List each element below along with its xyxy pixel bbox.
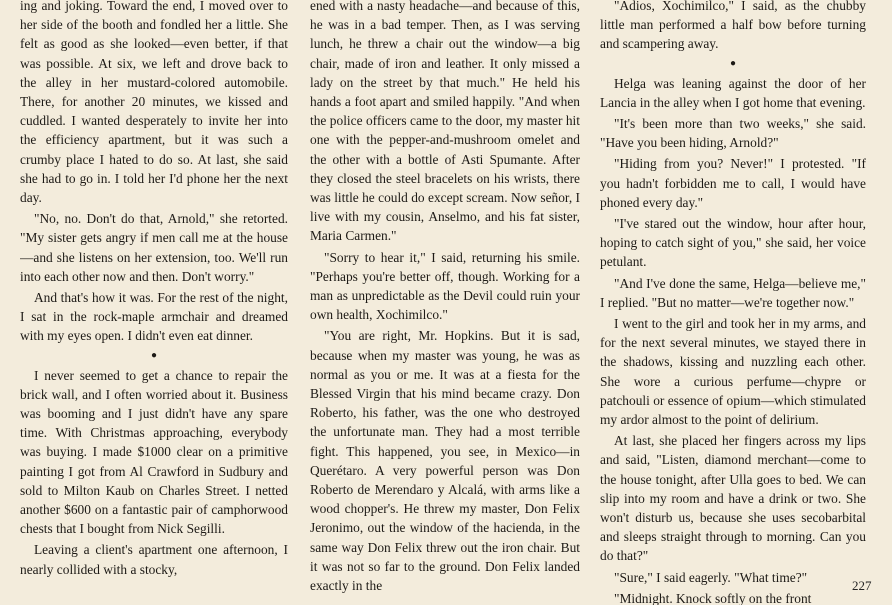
paragraph: "Sorry to hear it," I said, returning his smile. "Perhaps you're better off, though. Working for a man as unpredictable as the Devil could ruin your own health, Xochimilco." xyxy=(310,249,580,323)
text-column-1 xyxy=(20,0,288,605)
paragraph: "Hiding from you? Never!" I protested. "If you hadn't forbidden me to call, I would have phoned every day." xyxy=(600,156,866,210)
paragraph: At last, she placed her fingers across my lips and said, "Listen, diamond merchant—come to the house tonight, after Ulla goes to bed. We can slip into my room and have a drink or two. She won't disturb us, because she uses secobarbital and sleeps straight through to morning. Can you do that?" xyxy=(600,433,866,564)
paragraph: Helga was leaning against the door of her Lancia in the alley when I got home that evening. xyxy=(600,75,866,110)
paragraph: "No, no. Don't do that, Arnold," she retorted. "My sister gets angry if men call me at the house—and she listens on her extension, too. We'll run into each other now and then. Don't worry." xyxy=(20,211,288,284)
paragraph: "And I've done the same, Helga—believe me," I replied. "But no matter—we're together now." xyxy=(600,275,866,310)
paragraph: "You are right, Mr. Hopkins. But it is sad, because when my master was young, he was as normal as you or me. It was at a fiesta for the Blessed Virgin that his mind became crazy. Don Roberto, his father, was the one who destroyed the unfortunate man. They had a most terrible fight. This happened, you see, in Mexico—in Querétaro. A very powerful person was Don Roberto de Merendaro y Alcalá, with arms like a wood chopper's. He threw my master, Don Felix Jeronimo, out the window of the hacienda, in the same way Don Felix threw out the iron chair. But it was not so far to the ground. Don Felix landed exactly in the xyxy=(310,328,580,594)
section-break-bullet: ● xyxy=(150,349,158,361)
paragraph: I went to the girl and took her in my arms, and for the next several minutes, we stayed there in the shadows, kissing and nuzzling each other. She wore a curious perfume—chypre or patchouli or essence of opium—which stimulated my ardor almost to the point of delirium. xyxy=(600,316,866,428)
continued-paragraph: ened with a nasty headache—and because of this, he was in a bad temper. Then, as I was serving lunch, he threw a chair out the window—a big chair, made of iron and leather. It only missed a lady on the street by that much." He held his hands a foot apart and smiled happily. "And when the police officers came to the door, my master hit one with the pepper-and-mushroom omelet and the other with a bottle of Asti Spumante. After they closed the steel bracelets on his wrists, there was little he could do except scream. Now señor, I live with my cousin, Anselmo, and his fat sister, Maria Carmen." xyxy=(310,0,580,244)
continued-paragraph: ing and joking. Toward the end, I moved over to her side of the booth and fondled her a little. She felt as good as she looked—even better, if that was possible. At six, we left and drove back to the alley in her mustard-colored automobile. There, for another 20 minutes, we kissed and cuddled. I wanted desperately to invite her into the efficiency apartment, but it was such a crumby place I hated to do so. At last, she said she had to go in. I told her I'd phone her the next day. xyxy=(20,0,288,206)
page-number: 227 xyxy=(852,578,872,593)
paragraph: "Adios, Xochimilco," I said, as the chubby little man performed a half bow before turning and scampering away. xyxy=(600,0,866,52)
section-break-bullet: ● xyxy=(729,57,737,69)
paragraph: I never seemed to get a chance to repair the brick wall, and I often worried about it. Business was booming and I just didn't have any spare time. With Christmas approaching, everybody was buying. I made $1000 clear on a primitive painting I got from Al Crawford in Sudbury and sold to Milton Kaub on Charles Street. I netted another $600 on a fantastic pair of camphorwood chests that I bought from Nick Segilli. xyxy=(20,367,288,537)
paragraph: Leaving a client's apartment one afternoon, I nearly collided with a stocky, xyxy=(20,542,288,577)
text-column-3 xyxy=(600,0,866,605)
paragraph: "It's been more than two weeks," she said. "Have you been hiding, Arnold?" xyxy=(600,116,866,151)
paragraph: "Sure," I said eagerly. "What time?" xyxy=(614,569,808,585)
paragraph: "I've stared out the window, hour after hour, hoping to catch sight of you," she said, her voice petulant. xyxy=(600,216,866,270)
paragraph: And that's how it was. For the rest of the night, I sat in the rock-maple armchair and dreamed with my eyes open. I didn't even eat dinner. xyxy=(20,290,288,344)
text-column-2 xyxy=(310,0,580,605)
paragraph: "Midnight. Knock softly on the front xyxy=(614,590,812,605)
